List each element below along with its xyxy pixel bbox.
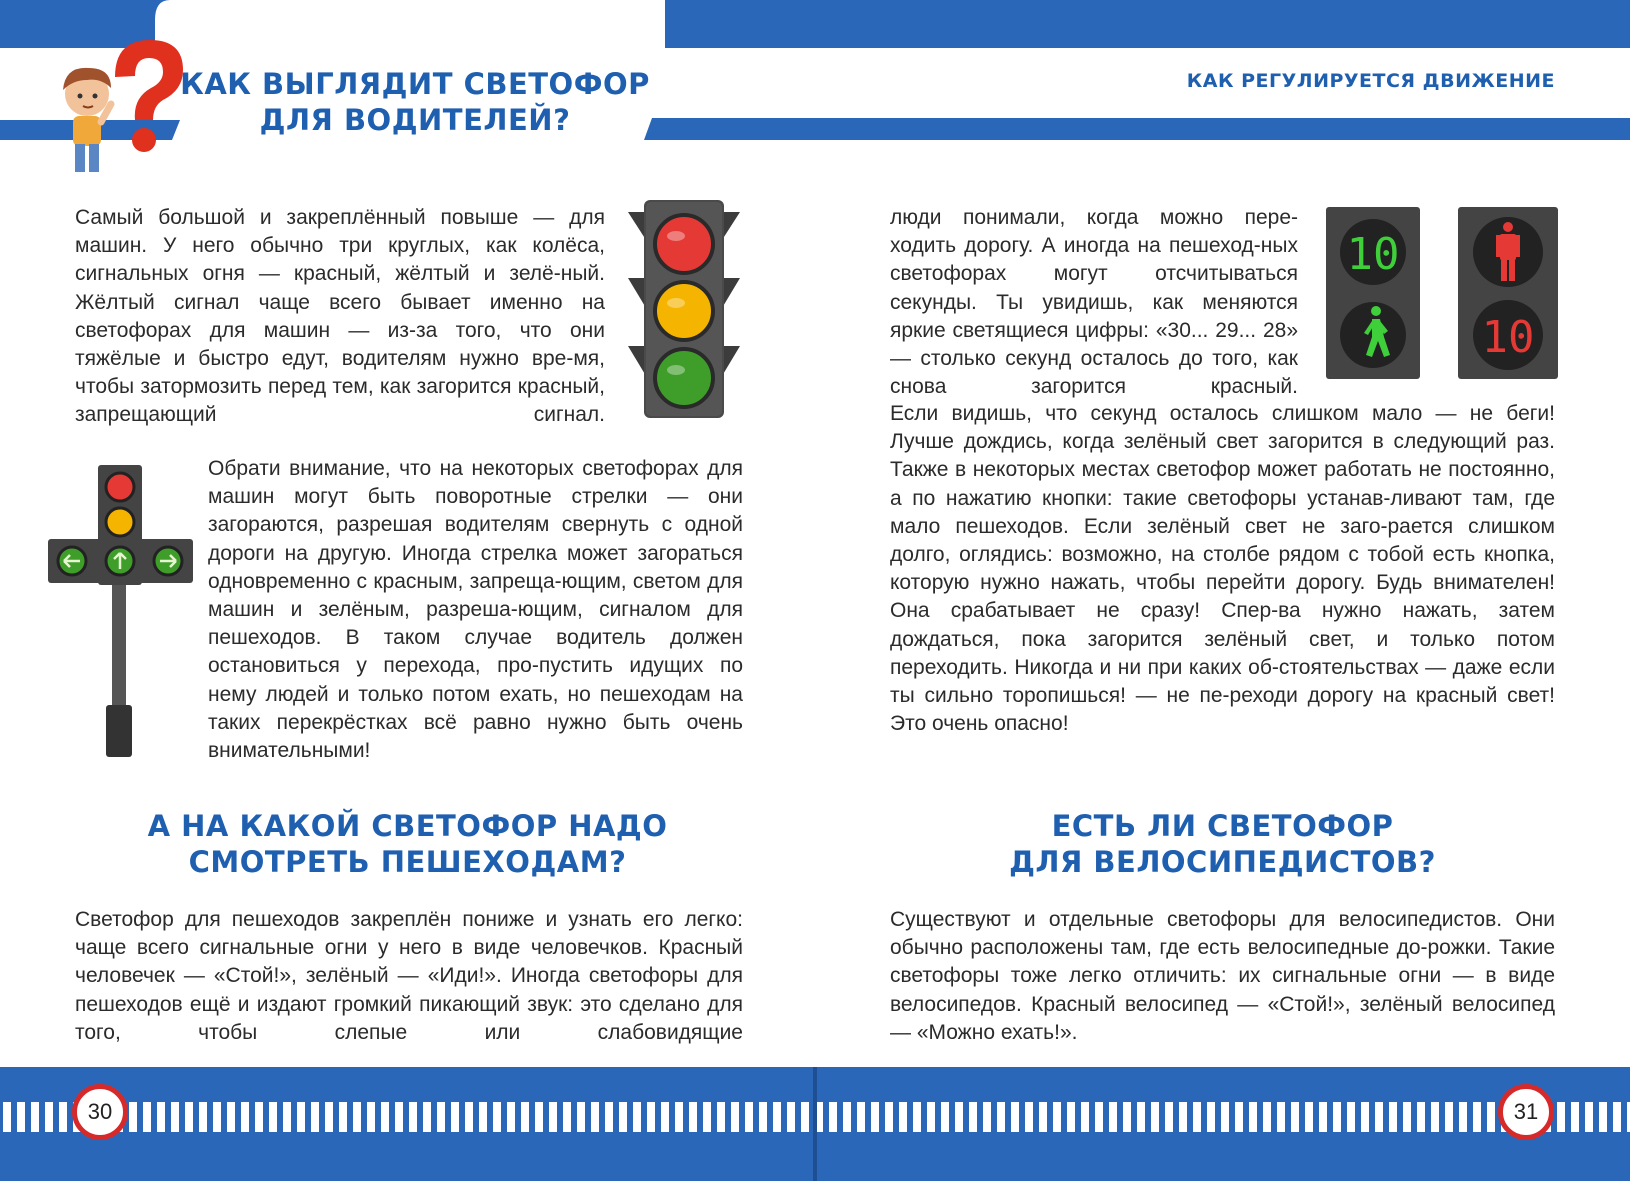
car-traffic-light: [628, 200, 740, 418]
arrow-traffic-light: [48, 465, 193, 765]
pedestrian-green-light: [1326, 207, 1420, 379]
boy-illustration: [63, 68, 111, 172]
left-section-heading: [110, 808, 705, 881]
boy-question-illustration: [45, 32, 185, 177]
section-label: КАК РЕГУЛИРУЕТСЯ ДВИЖЕНИЕ: [1186, 70, 1555, 92]
question-mark-icon: [115, 40, 183, 152]
green-countdown-digits: 10: [1346, 229, 1400, 280]
left-section-heading-line2: СМОТРЕТЬ ПЕШЕХОДАМ?: [188, 845, 627, 880]
right-paragraph-3: Существуют и отдельные светофоры для велосипедистов. Они обычно расположены там, где есть велосипедные до-рожки. Такие светофоры тоже легко отличить: их сигнальные огни — в виде велосипедов. Красный велосипед — «Стой!», зелёный велосипед — «Можно ехать!».: [890, 908, 1555, 1044]
page-title-line2: ДЛЯ ВОДИТЕЛЕЙ?: [259, 103, 571, 138]
left-paragraph-2: Обрати внимание, что на некоторых светофорах для машин могут быть поворотные стрелки — они загораются, разрешая водителям свернуть с одной дороги на другую. Иногда стрелка может загораться одновременно с красным, запреща-ющим, светом для машин и зелёным, разреша-ющим, сигналом для пешеходов. В таком случае водитель должен остановиться у перехода, про-пустить идущих по нему людей и только потом ехать, но пешеходам на таких перекрёстках всё равно нужно быть очень внимательными!: [208, 457, 743, 763]
page-number-right: 31: [1498, 1084, 1554, 1140]
right-section-heading: [930, 808, 1515, 881]
right-section-heading-line1: ЕСТЬ ЛИ СВЕТОФОР: [1051, 809, 1394, 843]
right-paragraph-2: Если видишь, что секунд осталось слишком мало — не беги! Лучше дождись, когда зелёный свет загорится в следующий раз. Также в некоторых местах светофор может работать не постоянно, а по нажатию кнопки: такие светофоры устанав-ливают там, где мало пешеходов. Если зелёный свет не заго-рается слишком долго, оглядись: возможно, на столбе рядом с тобой есть кнопка, которую нужно нажать, чтобы перейти дорогу. Будь внимателен! Она срабатывает не сразу! Спер-ва нужно нажать, затем дождаться, пока загорится зелёный свет, и только потом переходить. Никогда и ни при каких об-стоятельствах — даже если ты сильно торопишься! — не пе-реходи дорогу на красный свет! Это очень опасно!: [890, 402, 1555, 736]
right-paragraph-1: люди понимали, когда можно пере-ходить дорогу. А иногда на пешеход-ных светофорах могут отсчитываться секунды. Ты увидишь, как меняются яркие светящиеся цифры: «30... 29... 28» — столько секунд осталось до того, как снова загорится красный.: [890, 206, 1298, 399]
pedestrian-red-light: [1458, 207, 1558, 379]
page-title: [180, 66, 650, 139]
page-number-left: 30: [72, 1084, 128, 1140]
red-countdown-digits: 10: [1481, 312, 1535, 363]
page-title-line1: КАК ВЫГЛЯДИТ СВЕТОФОР: [180, 67, 650, 101]
left-section-heading-line1: А НА КАКОЙ СВЕТОФОР НАДО: [147, 809, 668, 843]
footer-band: [0, 1067, 1630, 1181]
right-section-heading-line2: ДЛЯ ВЕЛОСИПЕДИСТОВ?: [1009, 845, 1436, 880]
left-paragraph-1: Самый большой и закреплённый повыше — для машин. У него обычно три круглых, как колёса, сигнальных огня — красный, жёлтый и зелё-ный. Жёлтый сигнал чаще всего бывает именно на светофорах для машин — из-за того, что они тяжёлые и быстро едут, водителям нужно вре-мя, чтобы затормозить перед тем, как загорится красный, запрещающий сигнал.: [75, 206, 605, 427]
left-paragraph-3: Светофор для пешеходов закреплён пониже и узнать его легко: чаще всего сигнальные огни у него в виде человечков. Красный человечек — «Стой!», зелёный — «Иди!». Иногда светофоры для пешеходов ещё и издают громкий пикающий звук: это сделано для того, чтобы слепые или слабовидящие: [75, 908, 743, 1044]
